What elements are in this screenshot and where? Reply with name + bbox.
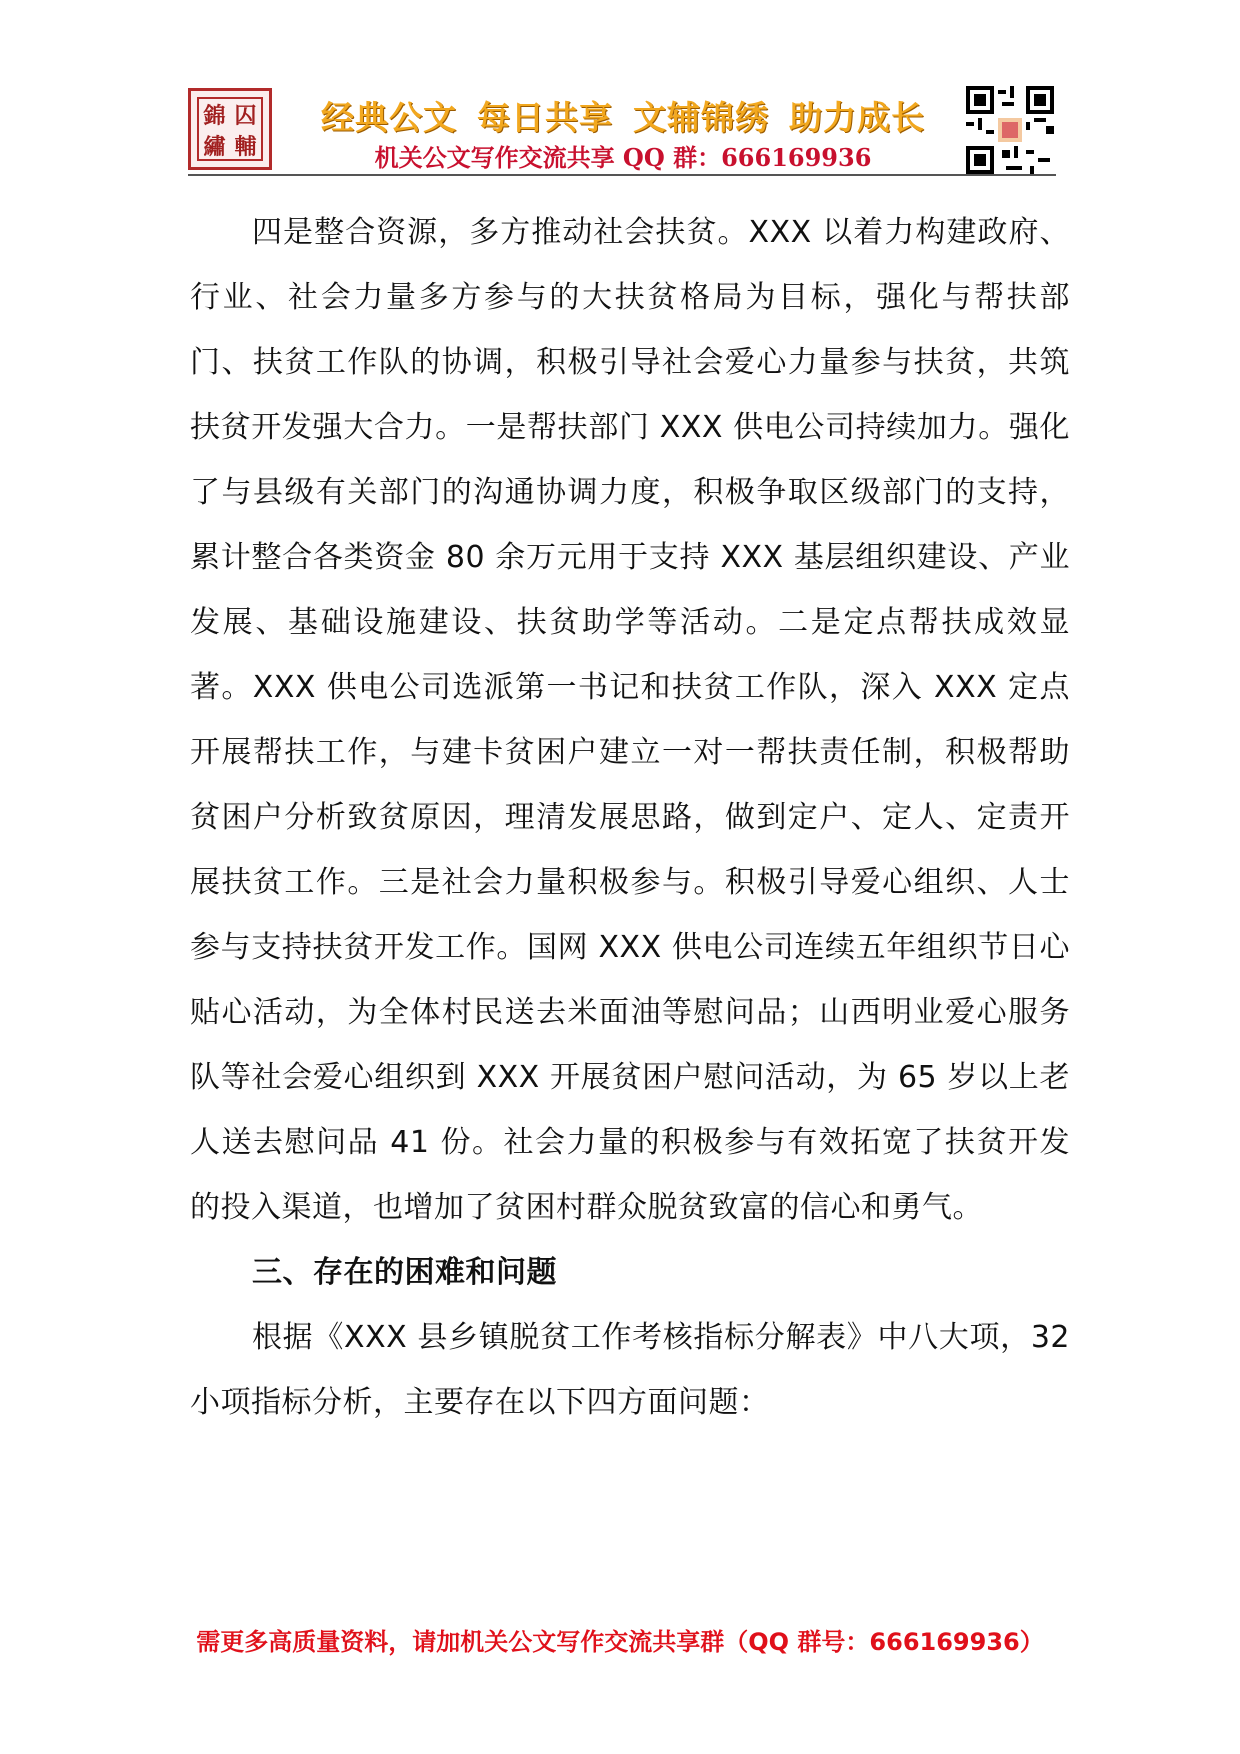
- slogan-part: 每日共享: [477, 98, 613, 137]
- header-slogan: [293, 92, 953, 139]
- seal-char: 輔: [234, 134, 257, 160]
- paragraph: 四是整合资源，多方推动社会扶贫。XXX 以着力构建政府、行业、社会力量多方参与的大扶贫格局为目标，强化与帮扶部门、扶贫工作队的协调，积极引导社会爱心力量参与扶贫，共筑扶贫开发强大合力。一是帮扶部门 XXX 供电公司持续加力。强化了与县级有关部门的沟通协调力度，积极争取区级部门的支持，累计整合各类资金 80 余万元用于支持 XXX 基层组织建设、产业发展、基础设施建设、扶贫助学等活动。二是定点帮扶成效显著。XXX 供电公司选派第一书记和扶贫工作队，深入 XXX 定点开展帮扶工作，与建卡贫困户建立一对一帮扶责任制，积极帮助贫困户分析致贫原因，理清发展思路，做到定户、定人、定责开展扶贫工作。三是社会力量积极参与。积极引导爱心组织、人士参与支持扶贫开发工作。国网 XXX 供电公司连续五年组织节日心贴心活动，为全体村民送去米面油等慰问品；山西明业爱心服务队等社会爱心组织到 XXX 开展贫困户慰问活动，为 65 岁以上老人送去慰问品 41 份。社会力量的积极参与有效拓宽了扶贫开发的投入渠道，也增加了贫困村群众脱贫致富的信心和勇气。: [190, 215, 1070, 1225]
- slogan-part: 文辅锦绣: [633, 98, 769, 137]
- header-banner: [188, 82, 1060, 180]
- header-divider: [188, 174, 1056, 176]
- header-qq-group: 机关公文写作交流共享 QQ 群：666169936: [374, 143, 872, 172]
- section-heading: 三、存在的困难和问题: [252, 1255, 557, 1290]
- paragraph: 根据《XXX 县乡镇脱贫工作考核指标分解表》中八大项，32 小项指标分析，主要存在以下四方面问题：: [190, 1320, 1070, 1420]
- slogan-part: 助力成长: [789, 98, 925, 137]
- slogan-part: 经典公文: [321, 98, 457, 137]
- footer-note: 需更多高质量资料，请加机关公文写作交流共享群（QQ 群号：666169936）: [196, 1628, 1044, 1656]
- seal-char: 繡: [203, 134, 226, 160]
- seal-char: 錦: [203, 103, 226, 129]
- seal-logo: [188, 88, 272, 170]
- document-body: [190, 200, 1070, 1435]
- qr-code-icon: [966, 86, 1054, 174]
- seal-char: 囚: [234, 103, 257, 129]
